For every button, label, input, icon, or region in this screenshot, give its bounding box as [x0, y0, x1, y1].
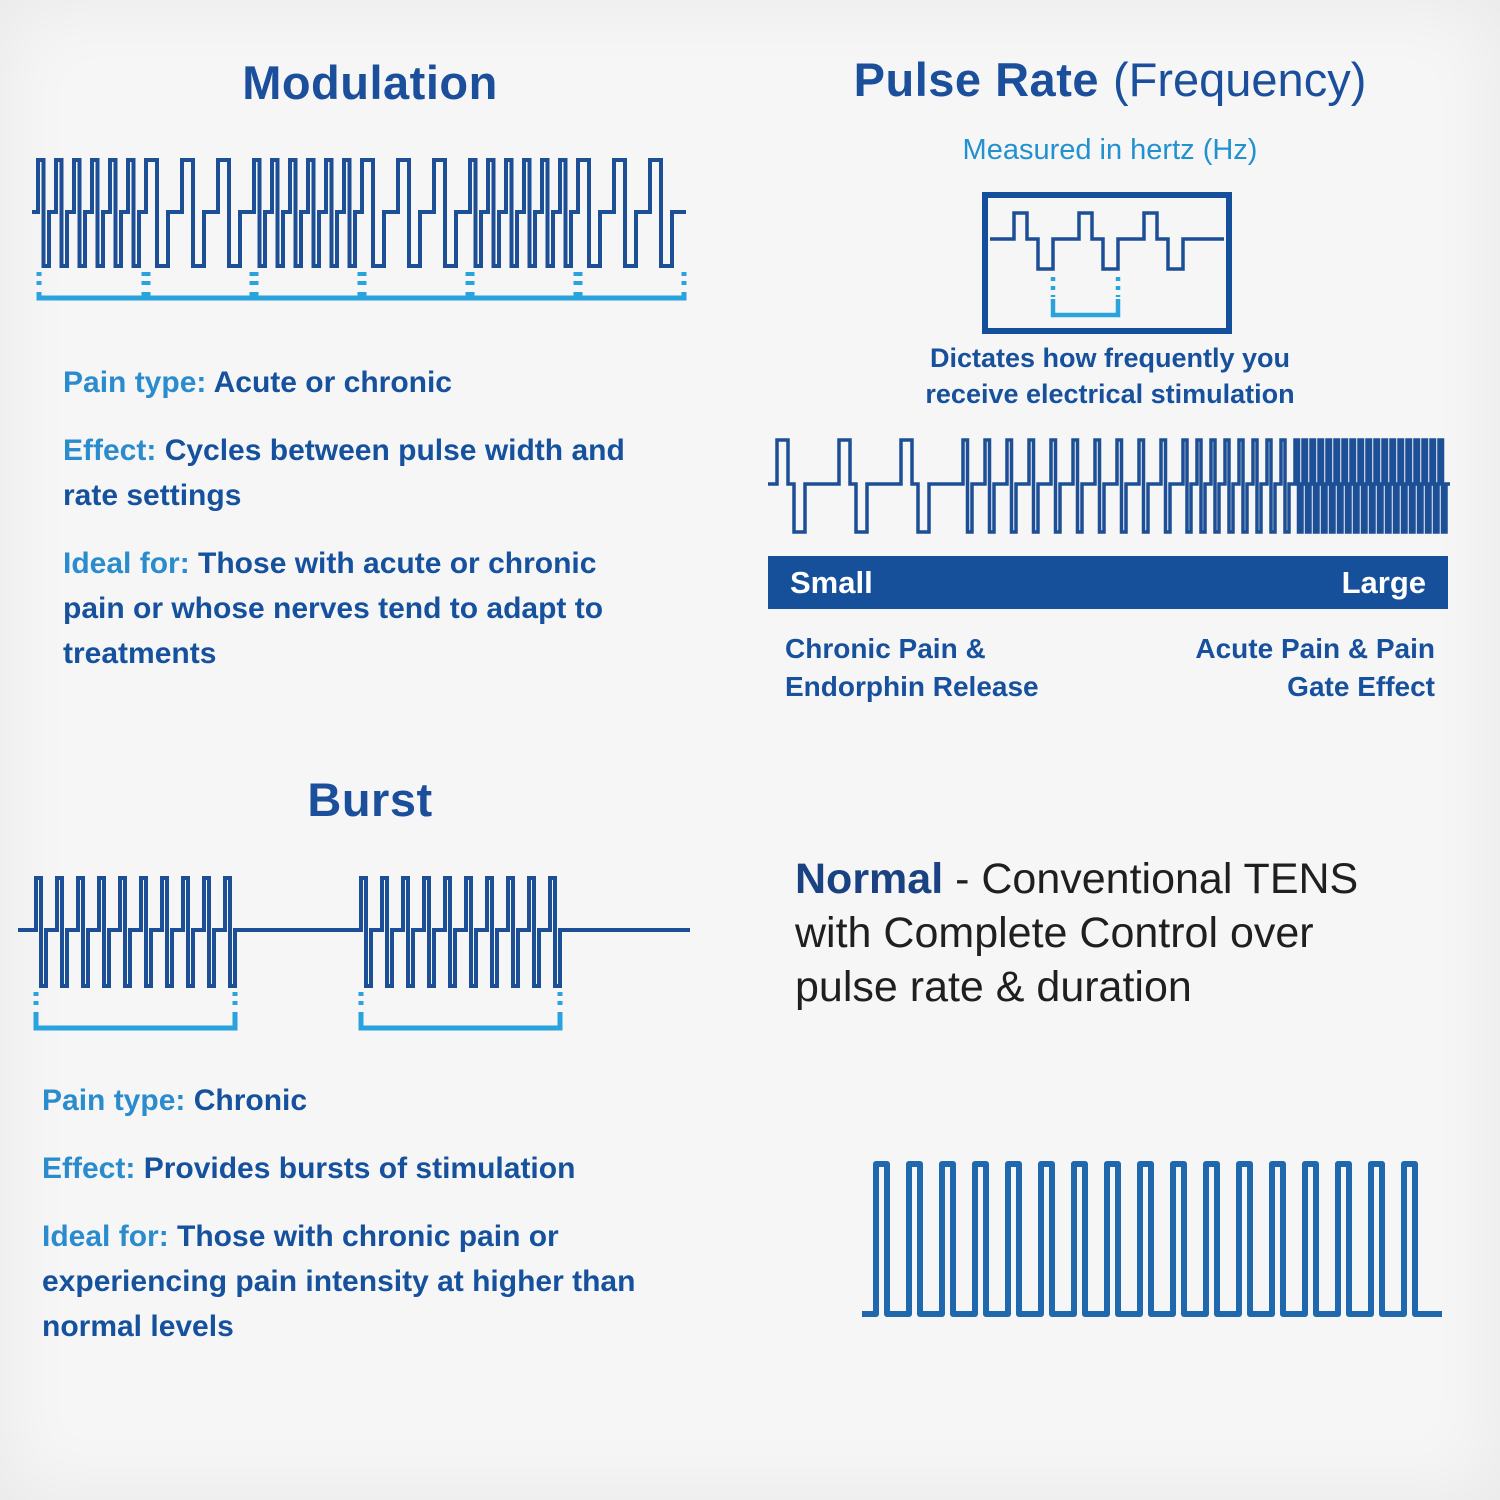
low-freq-line-1: Chronic Pain &	[785, 633, 986, 664]
burst-description	[42, 1078, 667, 1372]
normal-line-2: with Complete Control over	[795, 909, 1314, 958]
modulation-waveform	[32, 150, 698, 302]
pain-type-label: Pain type:	[63, 366, 207, 399]
pulse-rate-title-suffix: (Frequency)	[1112, 53, 1367, 106]
caption-line-1: Dictates how frequently you	[929, 343, 1291, 373]
pain-type-value: Chronic	[193, 1084, 308, 1117]
burst-effect	[42, 1146, 667, 1191]
pulse-rate-box	[982, 192, 1232, 334]
pulse-rate-title	[760, 52, 1460, 107]
ideal-for-label: Ideal for:	[63, 547, 190, 580]
high-frequency-label	[1035, 630, 1435, 705]
normal-line-3: pulse rate & duration	[795, 963, 1192, 1012]
caption-line-2: receive electrical stimulation	[925, 379, 1295, 410]
burst-title: Burst	[307, 773, 433, 826]
scale-large-label: Large	[1341, 564, 1426, 600]
modulation-title: Modulation	[242, 56, 498, 109]
modulation-pain-type	[63, 360, 628, 405]
ideal-for-label: Ideal for:	[42, 1220, 169, 1253]
frequency-scale-bar	[768, 556, 1448, 609]
modulation-ideal-for	[63, 541, 628, 676]
ideal-for-value: Those with acute or chronic pain or whose nerves tend to adapt to treatments	[63, 547, 604, 670]
pulse-rate-subtitle: Measured in hertz (Hz)	[962, 134, 1258, 166]
pulse-rate-box-waveform	[990, 203, 1224, 323]
modulation-effect	[63, 428, 628, 518]
burst-ideal-for	[42, 1214, 667, 1349]
pain-type-value: Acute or chronic	[213, 366, 452, 399]
frequency-sweep-waveform	[768, 430, 1450, 540]
normal-description	[795, 852, 1495, 1015]
high-freq-line-2: Gate Effect	[1287, 670, 1435, 702]
normal-title: Normal	[795, 855, 944, 903]
effect-label: Effect:	[63, 434, 157, 467]
ideal-for-value: Those with chronic pain or experiencing pain intensity at higher than normal levels	[42, 1220, 636, 1343]
pain-type-label: Pain type:	[42, 1084, 186, 1117]
normal-line-1-rest: - Conventional TENS	[943, 855, 1359, 903]
scale-small-label: Small	[790, 564, 873, 600]
pulse-rate-caption	[860, 340, 1360, 413]
effect-value: Cycles between pulse width and rate settings	[63, 434, 625, 512]
burst-pain-type	[42, 1078, 667, 1123]
high-freq-line-1: Acute Pain & Pain	[1195, 633, 1435, 664]
effect-value: Provides bursts of stimulation	[143, 1152, 576, 1185]
low-freq-line-2: Endorphin Release	[785, 670, 1039, 702]
effect-label: Effect:	[42, 1152, 136, 1185]
normal-waveform	[862, 1146, 1442, 1331]
normal-line-1	[795, 852, 1495, 906]
modulation-description	[63, 360, 628, 699]
pulse-rate-title-main: Pulse Rate	[853, 53, 1099, 106]
burst-waveform	[18, 860, 690, 1036]
